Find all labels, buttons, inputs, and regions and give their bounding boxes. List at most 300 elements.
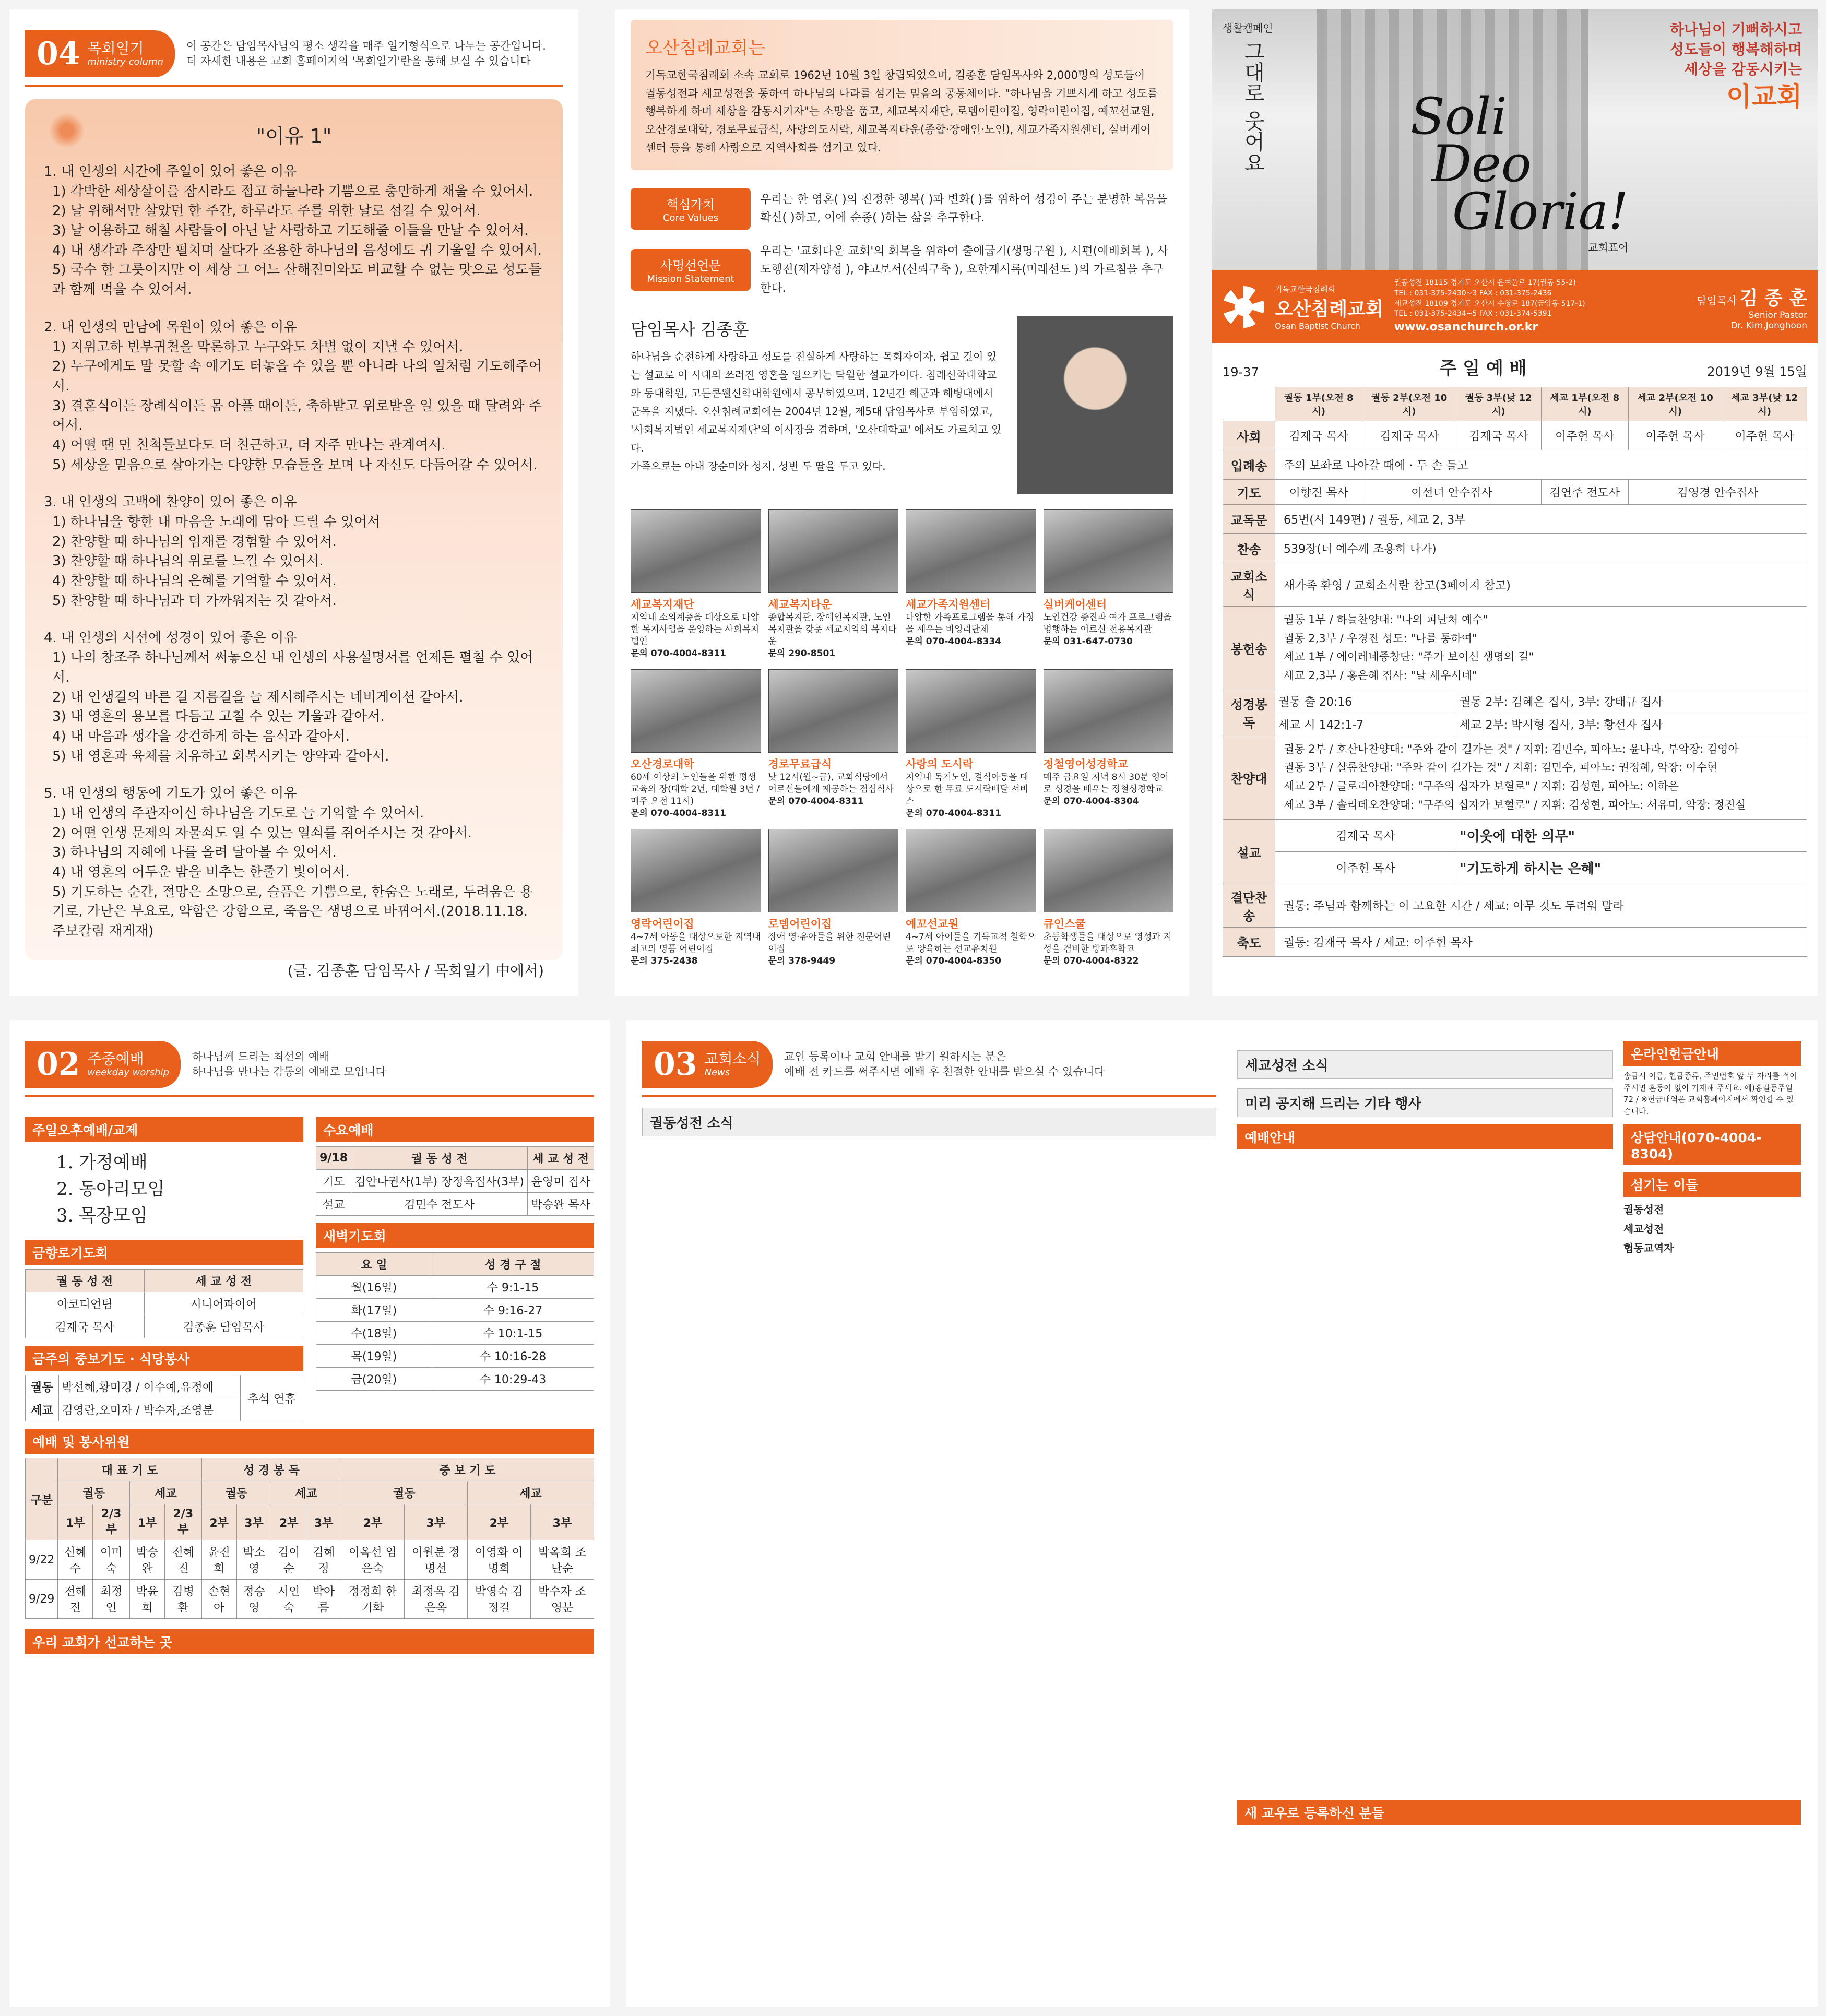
table-cell: 수 10:16-28 [432,1345,594,1368]
ministry-name: 경로무료급식 [768,757,832,770]
table-row [1223,819,1807,851]
worship-order-table [1223,387,1807,957]
table-cell: 3부 [306,1504,341,1540]
table-cell: 주의 보좌로 나아갈 때에 · 두 손 들고 [1275,450,1807,480]
ministry-text [631,597,761,660]
ministry-name: 큐인스쿨 [1043,917,1086,930]
ministry-text [1044,597,1174,648]
table-cell: 성경봉독 [1223,690,1275,736]
table-cell: 결단찬송 [1223,884,1275,927]
column-section [44,318,544,476]
table-cell: 수 10:1-15 [432,1322,594,1345]
worship-line: 궐동 1부 / 하늘찬양대: "나의 피난처 예수" [1284,613,1488,626]
worship-title: 주 일 예 배 [1439,358,1527,379]
table-row [1223,736,1807,819]
table-row [316,1368,594,1391]
ministry-desc: 장애 영·유아들을 위한 전문어린이집 [768,932,891,955]
core-values: 핵심가치 Core Values 우리는 한 영혼( )의 진정한 행복( )과 변화( )를 위하여 성경이 주는 분명한 복음을 확신( )하고, 이에 순종( )하는 삶을 추구한다. [631,188,1173,230]
table-row [26,1481,594,1504]
ministry-phone: 문의 070-4004-8311 [768,796,864,807]
table-cell: 2부 [341,1504,404,1540]
ministry-photo [906,829,1036,912]
column-line: 3) 하나님의 지혜에 나를 올려 달아볼 수 있어서. [52,845,337,861]
table-cell [1223,387,1275,421]
section-name: 목회일기 [87,39,144,57]
table-row [1223,563,1807,607]
ministry-phone: 문의 070-4004-8311 [906,808,1001,819]
column-section [44,493,544,611]
ministry-card [631,829,761,967]
column-line: 1) 각박한 세상살이를 잠시라도 접고 하늘나라 기쁨으로 충만하게 채울 수 있어서. [52,183,533,199]
table-cell: 1부 [58,1504,93,1540]
table-row [316,1193,594,1216]
column-line: 5) 기도하는 순간, 절망은 소망으로, 슬픔은 기쁨으로, 한숨은 노래로, 두려움은 용기로, 가난은 부요로, 약함은 강함으로, 죽음은 생명으로 바뀌어서.(2018.11.18. 주보칼럼 재게재) [52,884,533,940]
church-address: 궐동성전 18115 경기도 오산시 은여울로 17(궐동 55-2) TEL : 031-375-2430~3 FAX : 031-375-2436 세교성전 18109 경기도 오산시 수청로 187(금암동 517-1) TEL : 031-375-2434~5 FAX : 031-374-5391 www.osanchurch.or.kr [1394,278,1687,335]
table-cell: 궐동 2부(오전 10시) [1362,387,1456,421]
cover-banner [1212,9,1818,270]
bulletin-number: 19-37 [1223,365,1259,380]
table-cell: 세교 [130,1481,202,1504]
table-cell: 65번(시 149편) / 궐동, 세교 2, 3부 [1275,505,1807,534]
ministry-text [631,757,761,820]
table-cell: 봉헌송 [1223,607,1275,690]
table-cell: 시니어파이어 [144,1292,303,1315]
table-row [1223,450,1807,480]
table-cell: 세교 1부(오전 8시) [1541,387,1628,421]
church-logo-icon [1223,286,1264,328]
ministry-name: 영락어린이집 [631,917,694,930]
table-cell: 김재국 목사 [1456,421,1541,450]
ministry-text [1044,757,1174,808]
ministry-phone: 문의 070-4004-8334 [906,636,1001,647]
table-cell: 김민수 전도사 [351,1193,528,1216]
table-cell: 축도 [1223,927,1275,956]
ministry-desc: 노인건강 증진과 여가 프로그램을 병행하는 어르신 전용복지관 [1043,612,1172,635]
section-badge [25,30,175,77]
sunday-worship [1212,343,1818,967]
ministry-desc: 종합복지관, 장애인복지관, 노인복지관을 갖춘 세교지역의 복지타운 [768,612,897,647]
ministry-desc: 낮 12시(월~금), 교회식당에서 어르신들에게 제공하는 점심식사 [768,772,894,795]
table-cell: 최정옥 김은옥 [404,1580,467,1619]
column-line: 1) 하나님을 향한 내 마음을 노래에 담아 드릴 수 있어서 [52,514,381,530]
ministry-grid [631,509,1173,967]
panel-church-intro [615,9,1189,996]
table-row [316,1147,594,1170]
section-name-en: ministry column [87,56,163,67]
table-cell: 이옥선 임은숙 [341,1540,404,1580]
ministry-text [768,757,899,808]
table-row [26,1540,594,1580]
ministry-phone: 문의 070-4004-8350 [906,956,1001,967]
table-cell: 이미숙 [93,1540,130,1580]
table-cell: 세교 [271,1481,341,1504]
ministry-card [1044,509,1174,660]
table-cell: 박아름 [306,1580,341,1619]
column-line: 4) 내 영혼의 어두운 밤을 비추는 한줄기 빛이어서. [52,864,350,880]
church-url[interactable]: www.osanchurch.or.kr [1394,320,1538,334]
table-cell: 성 경 봉 독 [201,1458,341,1481]
panel-weekday: 02 주중예배 weekday worship 하나님께 드리는 최선의 예배 하나님을 만나는 감동의 예배로 모입니다 주일오후예배/교제 1. 가정예배 2. 동아리모임 3. 목장모임 금향로기도회 궐 동 성 전 세 교 성 전 아코디언팀 시니어파이어 김재국 목사 김종훈 담임목사 금주의 중보기도 · 식당봉사 궐동 박선혜,황미경 / 이수예,유정애 추석 연휴 세교 김영란,오미자 / 박수자,조영분 수요예배 9/18 궐 동 성 전 세 교 성 전 기도 김안나권사(1부) 장정옥집사(3부) 윤영미 집사 설교 김민수 전도사 박승완 목사 새벽기도회 요 일 성 경 구 절 월(16일) 수 9:1-15 화(17일) 수 9:16-27 수(18일) 수 10:1-15 목(19일) 수 10:16-28 금(20일) 수 10:29-43 예배 및 봉사위원 구분 대 표 기 도 성 경 봉 독 중 보 기 도 궐동 세교 궐동 세교 궐동 세교 1부 2/3부 1부 2/3부 2부 3부 2부 3부 2부 3부 2부 3부 9/22 신혜수 이미숙 박승완 전혜진 윤진희 박소영 김이순 김혜정 이옥선 임은숙 이원분 정명선 이영화 이명희 박옥희 조난순 9/29 전혜진 최정인 박윤희 김병환 손현아 정승영 서인숙 박아름 정정희 한기화 최정옥 김은옥 박영숙 김정길 박수자 조영분 우리 교회가 선교하는 곳 [9,1020,610,2007]
table-cell: 김이순 [271,1540,306,1580]
column-heading: 4. 내 인생의 시선에 성경이 있어 좋은 이유 [44,630,297,646]
table-cell [1275,607,1807,690]
table-cell: 2부 [467,1504,530,1540]
panel-news: 03 교회소식 News 교인 등록이나 교회 안내를 받기 원하시는 분은 예배 전 카드를 써주시면 예배 후 친절한 안내를 받으실 수 있습니다 궐동성전 소식 세교성전 소식 미리 공지해 드리는 기타 행사 예배안내 온라인헌금안내 송금시 이름, 헌금종류, 주민번호 앞 두 자리를 적어주시면 혼동이 없이 기재해 주세요. 예)홍길동주일72 / ※헌금내역은 교회홈페이지에서 확인할 수 있습니다. 상담안내(070-4004-8304) 섬기는 이들 궐동성전 세교성전 협동교역자 새 교우로 등록하신 분들 [626,1020,1818,2007]
table-cell: 박승완 목사 [528,1193,594,1216]
cover-latin: Soli Deo Gloria! [1410,87,1629,241]
table-row [1223,534,1807,563]
mission-text: 우리는 '교회다운 교회'의 회복을 위하여 출애굽기(생명구원 ), 시편(예배회복 ), 사도행전(제자양성 ), 야고보서(신뢰구축 ), 요한계시록(미래선도 )의 가르침을 추구한다. [760,245,1169,295]
flower-icon [46,110,88,151]
table-cell: 손현아 [201,1580,236,1619]
column-line: 5) 찬양할 때 하나님과 더 가까워지는 것 같아서. [52,592,337,609]
column-heading: 1. 내 인생의 시간에 주일이 있어 좋은 이유 [44,164,297,180]
table-cell: 박승완 [130,1540,165,1580]
column-line: 2) 누구에게도 말 못할 속 얘기도 터놓을 수 있을 뿐 아니라 나의 일처럼 기도해주어서. [52,359,542,394]
table-cell: 9/29 [26,1580,58,1619]
column-line: 3) 결혼식이든 장례식이든 몸 아플 때이든, 축하받고 위로받을 일 있을 때 달려와 주어서. [52,398,542,434]
table-cell: 궐동 출 20:16 [1275,690,1456,713]
ministry-photo [1044,509,1174,593]
table-row [316,1253,594,1276]
table-cell: 궐동 [201,1481,271,1504]
column-line: 5) 국수 한 그릇이지만 이 세상 그 어느 산해진미와도 비교할 수 없는 맛으로 성도들과 함께 먹을 수 있어서. [52,262,542,298]
table-cell: 수(18일) [316,1322,432,1345]
ministry-photo [906,669,1036,753]
ministry-photo [631,829,761,912]
column-line: 4) 내 마음과 생각을 강건하게 하는 음식과 같아서. [52,728,350,744]
table-cell: 기도 [316,1170,351,1193]
table-cell: 세교 2부: 박시형 집사, 3부: 황선자 집사 [1456,713,1807,736]
panel-cover [1212,9,1818,996]
column-section [44,628,544,766]
table-cell: 김재국 목사 [1362,421,1456,450]
column-line: 1) 나의 창조주 하나님께서 써놓으신 내 인생의 사용설명서를 언제든 펼칠 수 있어서. [52,650,533,685]
table-cell: 김재국 목사 [1275,421,1362,450]
column-line: 5) 내 영혼과 육체를 치유하고 회복시키는 양약과 같아서. [52,748,389,764]
table-cell: 박윤희 [130,1580,165,1619]
table-cell: 궐동: 김재국 목사 / 세교: 이주헌 목사 [1275,927,1807,956]
ministry-photo [768,669,899,753]
motto-caption: 교회표어 [1588,241,1629,254]
column-line: 3) 내 영혼의 용모를 다듬고 고칠 수 있는 거울과 같아서. [52,709,385,725]
ministry-card [1044,669,1174,820]
column-line: 2) 어떤 인생 문제의 자물쇠도 열 수 있는 열쇠를 쥐어주시는 것 같아서. [52,825,472,841]
table-row [1223,884,1807,927]
wednesday-table [316,1146,594,1216]
table-cell: 이주헌 목사 [1722,421,1807,450]
table-cell: 궐 동 성 전 [351,1147,528,1170]
table-cell: 9/18 [316,1147,351,1170]
table-cell: 중 보 기 도 [341,1458,594,1481]
table-cell: 궐동 [341,1481,467,1504]
table-cell: 화(17일) [316,1299,432,1322]
column-signature: (글. 김종훈 담임목사 / 목회일기 中에서) [287,962,544,979]
column-box [25,99,563,979]
table-row [26,1580,594,1619]
table-cell: 전혜진 [58,1580,93,1619]
ministry-desc: 초등학생들을 대상으로 영성과 지성을 겸비한 방과후학교 [1043,932,1172,955]
table-cell: 대 표 기 도 [58,1458,201,1481]
table-cell: 김병환 [164,1580,201,1619]
table-cell: 김영란,오미자 / 박수자,조영분 [58,1398,240,1421]
ministry-text [906,917,1036,967]
ministry-text [768,917,899,967]
column-line: 2) 날 위해서만 살았던 한 주간, 하루라도 주를 위한 날로 섬길 수 있어서. [52,203,481,219]
table-row [26,1504,594,1540]
ministry-card [768,509,899,660]
ministry-card [906,829,1036,967]
table-cell: 금(20일) [316,1368,432,1391]
table-cell: 윤진희 [201,1540,236,1580]
ministry-desc: 지역내 소외계층을 대상으로 다양한 복지사업을 운영하는 사회복지법인 [631,612,760,647]
table-cell: 구분 [26,1458,58,1540]
table-cell: 세교 시 142:1-7 [1275,713,1456,736]
table-cell: 3부 [530,1504,594,1540]
table-cell: 김혜정 [306,1540,341,1580]
ministry-card [631,669,761,820]
ministry-desc: 4~7세 아이들을 기독교적 철학으로 양육하는 선교유치원 [906,932,1036,955]
column-line: 3) 날 이용하고 해칠 사람들이 아닌 날 사랑하고 기도해줄 이들을 만날 수 있어서. [52,223,529,239]
table-cell: 3부 [404,1504,467,1540]
worship-line: 세교 2부 / 글로리아찬양대: "구주의 십자가 보혈로" / 지휘: 김성현, 피아노: 이하은 [1284,780,1679,793]
table-cell: 3부 [236,1504,271,1540]
intro-title: 오산침례교회는 [645,38,765,58]
table-row [1223,505,1807,534]
ministry-phone: 문의 070-4004-8322 [1043,956,1139,967]
ministry-phone: 문의 290-8501 [768,648,836,659]
table-cell: 목(19일) [316,1345,432,1368]
worship-line: 세교 3부 / 솔리데오찬양대: "구주의 십자가 보혈로" / 지휘: 김성현, 피아노: 서유미, 악장: 정진실 [1284,798,1746,811]
table-row [26,1270,303,1292]
table-cell: 세교 [26,1398,59,1421]
ministry-name: 세교가족지원센터 [906,598,991,611]
table-cell: 궐동 1부(오전 8시) [1275,387,1362,421]
table-row [1223,927,1807,956]
church-name: 오산침례교회 [1275,298,1384,320]
column-line: 2) 내 인생길의 바른 길 지름길을 늘 제시해주시는 네비게이션 같아서. [52,689,464,705]
table-cell: 교독문 [1223,505,1275,534]
campaign-small: 생활캠페인 [1223,22,1273,34]
ministry-name: 세교복지타운 [768,598,832,611]
ministry-name: 로뎀어린이집 [768,917,832,930]
table-row [1223,851,1807,884]
pastor-profile [631,316,1173,494]
table-cell: 이향진 목사 [1275,480,1362,505]
table-cell: 설교 [316,1193,351,1216]
worship-line: 궐동 2부 / 호산나찬양대: "주와 같이 길가는 것" / 지휘: 김민수, 피아노: 윤나라, 부악장: 김영아 [1284,742,1739,755]
ministry-text [631,917,761,967]
column-line: 4) 내 생각과 주장만 펼치며 살다가 조용한 하나님의 음성에도 귀 기울일 수 있어서. [52,242,542,258]
table-cell: 찬양대 [1223,736,1275,819]
table-cell: 이영화 이명희 [467,1540,530,1580]
table-cell: 이주헌 목사 [1275,851,1456,884]
table-cell: 세 교 성 전 [528,1147,594,1170]
table-cell: 수 9:1-15 [432,1276,594,1299]
pastor-photo [1017,316,1173,494]
table-cell: 성 경 구 절 [432,1253,594,1276]
table-cell: 539장(너 예수께 조용히 나가) [1275,534,1807,563]
ministry-desc: 4~7세 아동을 대상으로한 지역내 최고의 명품 어린이집 [631,932,761,955]
ministry-name: 오산경로대학 [631,757,694,770]
table-row [1223,713,1807,736]
table-cell: 9/22 [26,1540,58,1580]
table-cell: 2부 [201,1504,236,1540]
table-row [1223,480,1807,505]
ministry-card [631,509,761,660]
table-cell: 궐 동 성 전 [26,1270,145,1292]
ministry-photo [768,829,899,912]
column-heading: 2. 내 인생의 만남에 목원이 있어 좋은 이유 [44,319,297,335]
table-cell: 이선녀 안수집사 [1362,480,1541,505]
table-cell: 김연주 전도사 [1541,480,1628,505]
ministry-name: 예꼬선교원 [906,917,959,930]
ministry-photo [631,509,761,593]
bulletin-date: 2019년 9월 15일 [1707,364,1807,379]
table-cell: 2/3부 [93,1504,130,1540]
table-cell: 2/3부 [164,1504,201,1540]
pastor-family: 가족으로는 아내 장순미와 성지, 성빈 두 딸을 두고 있다. [631,459,886,472]
column-line: 1) 내 인생의 주관자이신 하나님을 기도로 늘 기억할 수 있어서. [52,805,424,821]
ministry-name: 실버케어센터 [1043,598,1107,611]
table-cell: 찬송 [1223,534,1275,563]
table-cell: 새가족 환영 / 교회소식란 참고(3페이지 참고) [1275,563,1807,607]
column-heading: 5. 내 인생의 행동에 기도가 있어 좋은 이유 [44,786,297,802]
intro-box [631,20,1173,170]
ministry-card [906,669,1036,820]
table-cell: 이주헌 목사 [1628,421,1722,450]
column-section [44,162,544,300]
table-cell: 세교 [467,1481,594,1504]
ministry-desc: 다양한 가족프로그램을 통해 가정을 세우는 비영리단체 [906,612,1035,635]
table-cell: 김안나권사(1부) 장정옥집사(3부) [351,1170,528,1193]
column-line: 3) 찬양할 때 하나님의 위로를 느낄 수 있어서. [52,553,324,570]
ministry-card [768,829,899,967]
ministry-photo [1044,829,1174,912]
table-cell: 궐동 [26,1375,59,1398]
table-cell: 수 9:16-27 [432,1299,594,1322]
ministry-desc: 60세 이상의 노인들을 위한 평생교육의 장(대학 2년, 대학원 3년 / 매주 오전 11시) [631,772,760,807]
table-cell: 사회 [1223,421,1275,450]
column-section [44,784,544,942]
worship-line: 궐동 2,3부 / 우경진 성도: "나를 통하여" [1284,632,1477,645]
table-cell: 입례송 [1223,450,1275,480]
table-cell: 궐동 2부: 김혜은 집사, 3부: 강태규 집사 [1456,690,1807,713]
ministry-name: 정철영어성경학교 [1043,757,1128,770]
friday-prayer-table [25,1269,303,1338]
table-cell: "이웃에 대한 의무" [1456,819,1807,851]
table-row [316,1322,594,1345]
column-heading: 3. 내 인생의 고백에 찬양이 있어 좋은 이유 [44,494,297,511]
table-cell: 이원분 정명선 [404,1540,467,1580]
table-cell: 2부 [271,1504,306,1540]
church-info-bar: 기독교한국침례회 오산침례교회 Osan Baptist Church 궐동성전 18115 경기도 오산시 은여울로 17(궐동 55-2) TEL : 031-375-2430~3 FAX : 031-375-2436 세교성전 18109 경기도 오산시 수청로 187(금암동 517-1) TEL : 031-375-2434~5 FAX : 031-374-5391 www.osanchurch.or.kr 담임목사 김 종 훈 Senior Pastor Dr. Kim,Jonghoon [1212,270,1818,343]
table-cell: 월(16일) [316,1276,432,1299]
table-cell: 추석 연휴 [240,1375,303,1421]
table-cell: 교회소식 [1223,563,1275,607]
table-cell [1275,736,1807,819]
table-cell: 정정희 한기화 [341,1580,404,1619]
table-cell: 박옥희 조난순 [530,1540,594,1580]
worship-line: 세교 2,3부 / 홍은혜 집사: "날 세우시네" [1284,669,1477,682]
host-table [25,1375,303,1421]
table-cell: 김종훈 담임목사 [144,1315,303,1338]
ministry-card [906,509,1036,660]
ministry-text [906,597,1036,648]
table-cell: 정승영 [236,1580,271,1619]
worship-line: 궐동 3부 / 샬롬찬양대: "주와 같이 길가는 것" / 지휘: 김민수, 피아노: 권정혜, 악장: 이수현 [1284,761,1718,774]
table-row [316,1345,594,1368]
ministry-name: 사랑의 도시락 [906,757,974,770]
table-cell: 김재국 목사 [1275,819,1456,851]
column-line: 5) 세상을 믿음으로 살아가는 다양한 모습들을 보며 나 자신도 다듬어갈 수 있어서. [52,457,538,473]
column-line: 4) 찬양할 때 하나님의 은혜를 기억할 수 있어서. [52,573,337,589]
table-cell: "기도하게 하시는 은혜" [1456,851,1807,884]
sunday-pm-list: 1. 가정예배 2. 동아리모임 3. 목장모임 [56,1152,165,1226]
ministry-card [768,669,899,820]
pastor-name: 김 종 훈 [1739,287,1807,309]
table-cell: 이주헌 목사 [1541,421,1628,450]
section-header [25,30,563,87]
table-cell: 윤영미 집사 [528,1170,594,1193]
column-line: 4) 어떨 땐 먼 친척들보다도 더 친근하고, 더 자주 만나는 관계여서. [52,437,446,453]
table-row [316,1276,594,1299]
column-body [44,162,544,942]
table-cell: 세교 3부(낮 12시) [1722,387,1807,421]
table-cell: 아코디언팀 [26,1292,145,1315]
duty-table [25,1458,594,1619]
table-cell: 박선혜,황미경 / 이수예,유정애 [58,1375,240,1398]
table-row [316,1170,594,1193]
table-row [26,1315,303,1338]
panel-ministry-column [9,9,578,996]
table-cell: 박영숙 김정길 [467,1580,530,1619]
table-cell: 전혜진 [164,1540,201,1580]
ministry-photo [768,509,899,593]
table-cell: 요 일 [316,1253,432,1276]
table-cell: 세교 2부(오전 10시) [1628,387,1722,421]
sunday-pm-title: 주일오후예배/교제 [25,1117,303,1142]
intro-text: 기독교한국침례회 소속 교회로 1962년 10월 3일 창립되었으며, 김종훈 담임목사와 2,000명의 성도들이 궐동성전과 세교성전을 통하여 하나님의 나라를 섬기는 믿음의 공동체이다. "하나님을 기쁘시게 하고 성도를 행복하게 하며 세상을 감동시키자"는 소망을 품고, 세교복지재단, 로뎀어린이집, 영락어린이집, 예꼬선교원, 오산경로대학, 경로무료급식, 사랑의도시락, 세교복지타운(종합·장애인·노인), 세교가족지원센터, 실버케어센터 등을 통해 사랑으로 지역사회를 섬기고 있다. [645,69,1158,154]
slogan: 하나님이 기뻐하시고 성도들이 행복해하며 세상을 감동시키는 이교회 [1669,21,1802,112]
table-cell: 궐동: 주님과 함께하는 이 고요한 시간 / 세교: 아무 것도 두려워 말라 [1275,884,1807,927]
column-title: "이유 1" [256,125,332,148]
pastor-title: 담임목사 김종훈 [631,319,749,339]
table-cell: 박소영 [236,1540,271,1580]
table-cell: 박수자 조영분 [530,1580,594,1619]
ministry-photo [906,509,1036,593]
worship-line: 세교 1부 / 에이레네중창단: "주가 보이신 생명의 길" [1284,650,1534,663]
table-cell: 궐동 [58,1481,130,1504]
table-row [1223,421,1807,450]
table-cell: 설교 [1223,819,1275,884]
table-cell: 김재국 목사 [26,1315,145,1338]
table-row [26,1292,303,1315]
ministry-text [906,757,1036,820]
section-desc: 이 공간은 담임목사님의 평소 생각을 매주 일기형식으로 나누는 공간입니다. 더 자세한 내용은 교회 홈페이지의 '목회일기'란을 통해 보실 수 있습니다 [186,39,546,67]
ministry-photo [1044,669,1174,753]
ministry-desc: 매주 금요일 저녁 8시 30분 영어로 성경을 배우는 정철성경학교 [1043,772,1169,795]
ministry-card [1044,829,1174,967]
ministry-phone: 문의 070-4004-8311 [631,648,726,659]
table-row [26,1375,303,1398]
table-cell: 서인숙 [271,1580,306,1619]
ministry-text [768,597,899,660]
table-cell: 기도 [1223,480,1275,505]
ministry-name: 세교복지재단 [631,598,694,611]
table-row [26,1458,594,1481]
core-values-text: 우리는 한 영혼( )의 진정한 행복( )과 변화( )를 위하여 성경이 주는 분명한 복음을 확신( )하고, 이에 순종( )하는 삶을 추구한다. [760,193,1167,225]
